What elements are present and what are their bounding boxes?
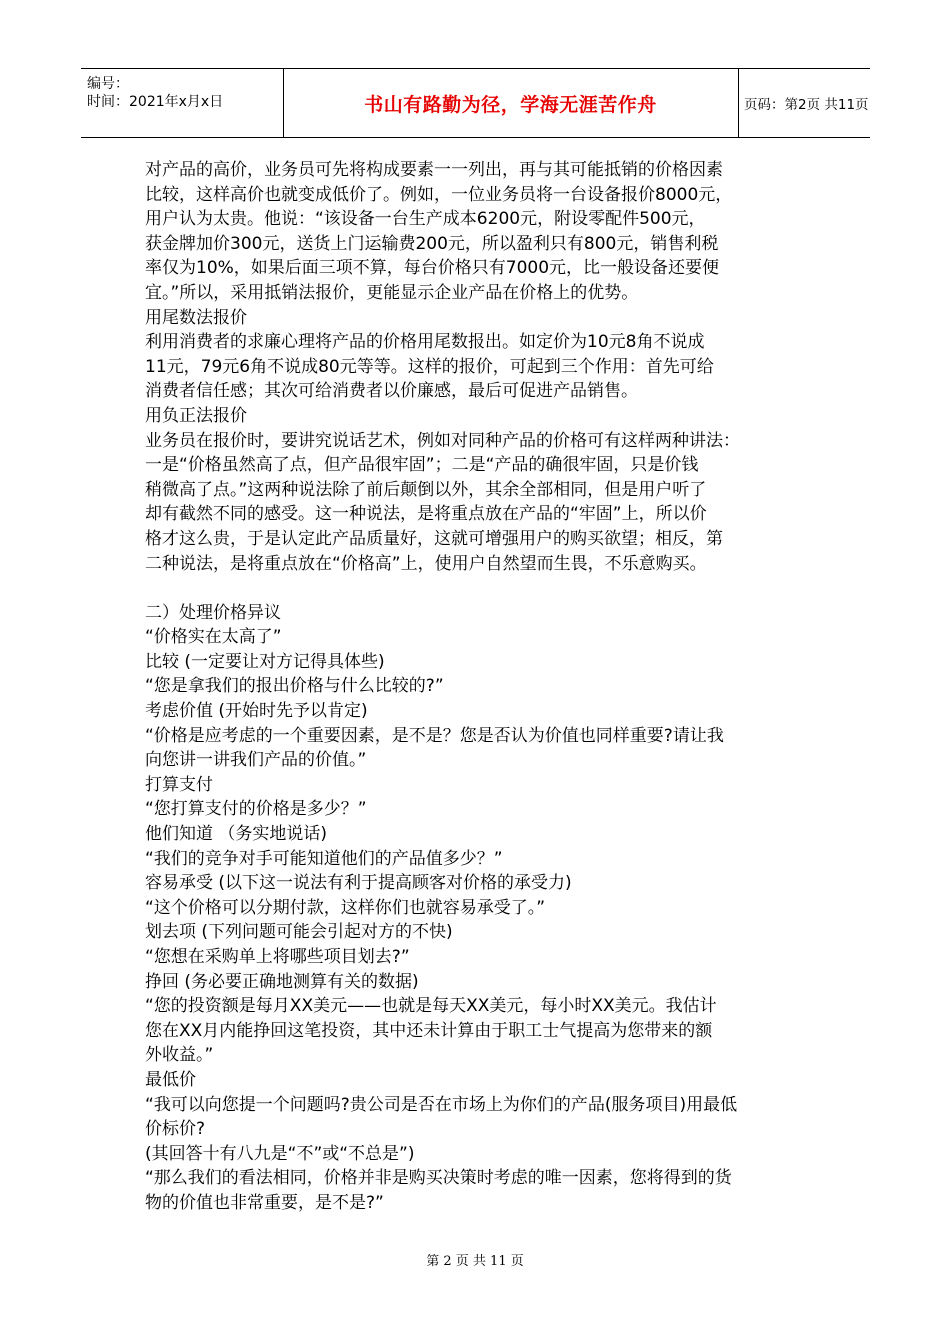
number-label: 编号： xyxy=(87,76,129,92)
text-line: 价标价? xyxy=(145,1119,206,1140)
text-line: 格才这么贵，于是认定此产品质量好，这就可增强用户的购买欲望；相反，第 xyxy=(145,528,723,549)
text-line: 二种说法，是将重点放在“价格高”上，使用户自然望而生畏，不乐意购买。 xyxy=(145,553,707,574)
text-line: 宜。”所以，采用抵销法报价，更能显示企业产品在价格上的优势。 xyxy=(145,282,639,303)
text-line: 11元，79元6角不说成80元等等。这样的报价，可起到三个作用：首先可给 xyxy=(145,356,714,377)
text-line: 比较 (一定要让对方记得具体些) xyxy=(145,651,385,672)
text-line: “价格是应考虑的一个重要因素，是不是？您是否认为价值也同样重要?请让我 xyxy=(145,725,724,746)
text-line: “您打算支付的价格是多少？” xyxy=(145,799,367,820)
text-line: 划去项 (下列问题可能会引起对方的不快) xyxy=(145,922,453,943)
text-line: 消费者信任感；其次可给消费者以价廉感，最后可促进产品销售。 xyxy=(145,381,638,402)
text-line: 业务员在报价时，要讲究说话艺术，例如对同种产品的价格可有这样两种讲法： xyxy=(145,430,740,451)
page-footer: 第 2 页 共 11 页 xyxy=(426,1254,524,1269)
text-line: 他们知道 （务实地说话) xyxy=(145,824,328,845)
date-label: 时间：2021年x月x日 xyxy=(87,94,224,110)
text-line: 容易承受 (以下这一说法有利于提高顾客对价格的承受力) xyxy=(145,873,572,894)
text-line: 比较，这样高价也就变成低价了。例如，一位业务员将一台设备报价8000元， xyxy=(145,184,733,205)
text-line: 用户认为太贵。他说：“该设备一台生产成本6200元，附设零配件500元， xyxy=(145,209,706,230)
text-line: 打算支付 xyxy=(145,774,213,795)
text-line: “这个价格可以分期付款，这样你们也就容易承受了。” xyxy=(145,897,546,918)
document-body xyxy=(145,158,810,1216)
page-info: 页码：第2页 共11页 xyxy=(744,97,869,113)
text-line: 二）处理价格异议 xyxy=(145,602,281,623)
text-line: 利用消费者的求廉心理将产品的价格用尾数报出。如定价为10元8角不说成 xyxy=(145,332,705,353)
text-line: 向您讲一讲我们产品的价值。” xyxy=(145,750,367,771)
text-line: 对产品的高价，业务员可先将构成要素一一列出，再与其可能抵销的价格因素 xyxy=(145,160,723,180)
text-line: “那么我们的看法相同，价格并非是购买决策时考虑的唯一因素，您将得到的货 xyxy=(145,1168,732,1189)
text-line: “价格实在太高了” xyxy=(145,627,282,648)
text-line: 外收益。” xyxy=(145,1045,214,1066)
text-line: (其回答十有八九是“不”或“不总是”) xyxy=(145,1143,415,1164)
text-line: 挣回 (务必要正确地测算有关的数据) xyxy=(145,971,419,992)
text-line: 考虑价值 (开始时先予以肯定) xyxy=(145,701,368,722)
text-line: 用尾数法报价 xyxy=(145,307,247,328)
text-line: 率仅为10%，如果后面三项不算，每台价格只有7000元，比一般设备还要便 xyxy=(145,258,720,279)
text-line: 物的价值也非常重要，是不是?” xyxy=(145,1192,384,1213)
header-meta xyxy=(81,69,284,137)
text-line: 最低价 xyxy=(145,1069,196,1090)
text-line: 用负正法报价 xyxy=(145,405,247,426)
text-line: “您的投资额是每月XX美元——也就是每天XX美元，每小时XX美元。我估计 xyxy=(145,996,717,1017)
page-header xyxy=(81,68,870,138)
text-line: “我们的竞争对手可能知道他们的产品值多少？” xyxy=(145,848,503,869)
text-line: “我可以向您提一个问题吗?贵公司是否在市场上为你们的产品(服务项目)用最低 xyxy=(145,1094,738,1115)
header-motto-cell xyxy=(283,69,739,137)
text-line: 却有截然不同的感受。这一种说法，是将重点放在产品的“牢固”上，所以价 xyxy=(145,504,707,525)
text-line: 一是“价格虽然高了点，但产品很牢固”；二是“产品的确很牢固，只是价钱 xyxy=(145,455,699,476)
text-line: 稍微高了点。”这两种说法除了前后颠倒以外，其余全部相同，但是用户听了 xyxy=(145,479,707,500)
text-line: “您是拿我们的报出价格与什么比较的?” xyxy=(145,676,444,697)
header-page-cell xyxy=(738,69,870,137)
text-line: 获金牌加价300元，送货上门运输费200元，所以盈利只有800元，销售利税 xyxy=(145,233,719,254)
text-line: “您想在采购单上将哪些项目划去?” xyxy=(145,947,410,967)
motto: 书山有路勤为径，学海无涯苦作舟 xyxy=(364,93,657,116)
blank-line xyxy=(145,576,810,601)
text-line: 您在XX月内能挣回这笔投资，其中还未计算由于职工士气提高为您带来的额 xyxy=(145,1020,713,1041)
